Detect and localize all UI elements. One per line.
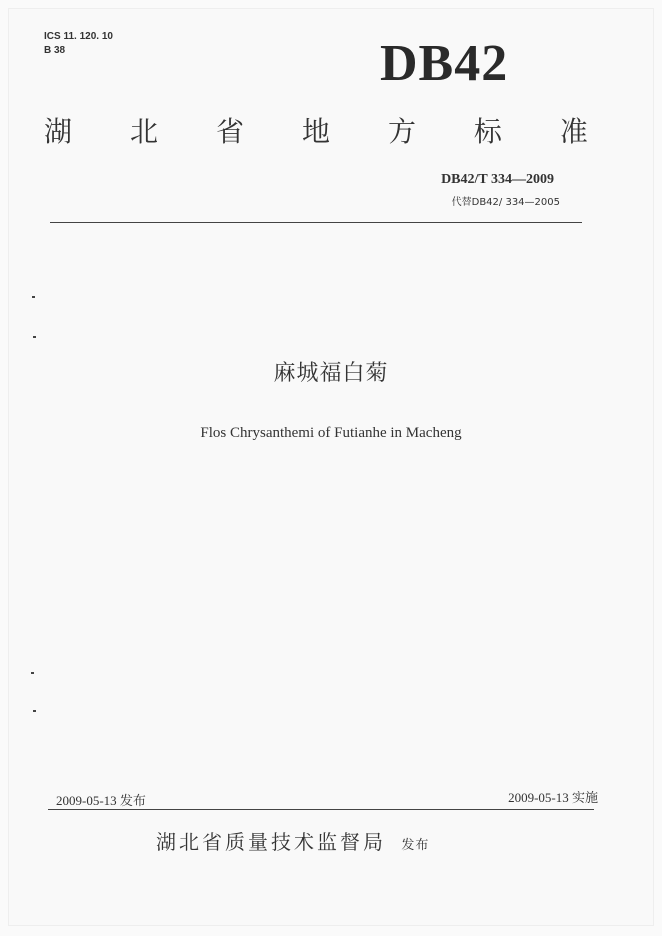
standard-type-char: 北 xyxy=(129,115,158,148)
header-divider xyxy=(50,222,582,223)
classification-code: B 38 xyxy=(44,45,66,56)
ics-block xyxy=(44,30,113,58)
standard-type-heading xyxy=(44,112,588,152)
standard-type-char: 地 xyxy=(301,115,330,148)
publish-date: 2009-05-13 发布 xyxy=(56,793,146,808)
replaces-standard: 代替DB42/ 334—2005 xyxy=(451,197,560,208)
issuer-name: 湖北省质量技术监督局 xyxy=(156,830,386,854)
scan-speck xyxy=(32,296,35,298)
standard-type-char: 标 xyxy=(473,115,502,148)
standard-number: DB42/T 334—2009 xyxy=(441,172,554,187)
standard-type-char: 湖 xyxy=(44,115,73,148)
db42-logo: DB42 xyxy=(380,35,509,92)
standard-type-char: 准 xyxy=(559,115,588,148)
scan-speck xyxy=(31,672,34,674)
title-chinese: 麻城福白菊 xyxy=(273,361,389,386)
title-english: Flos Chrysanthemi of Futianhe in Macheng xyxy=(200,425,462,441)
scan-speck xyxy=(33,336,36,338)
implement-date: 2009-05-13 实施 xyxy=(508,790,598,805)
issuer-suffix: 发布 xyxy=(401,838,430,853)
standard-type-char: 省 xyxy=(215,115,244,148)
issuer xyxy=(156,826,429,855)
footer-divider xyxy=(48,809,594,810)
ics-code: ICS 11. 120. 10 xyxy=(44,31,113,42)
scan-speck xyxy=(33,710,36,712)
standard-type-char: 方 xyxy=(387,115,416,148)
